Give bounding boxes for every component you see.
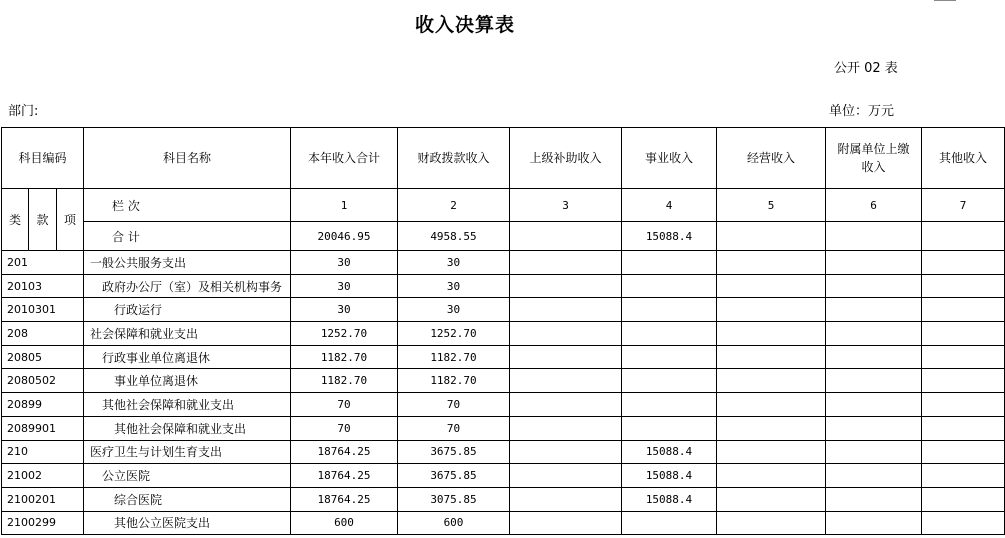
lanci-num: 4 xyxy=(622,189,717,222)
amount-cell: 18764.25 xyxy=(291,464,398,488)
subject-code: 2100201 xyxy=(2,487,84,511)
amount-cell xyxy=(510,464,622,488)
amount-cell xyxy=(922,393,1005,417)
header-code: 科目编码 xyxy=(2,128,84,189)
subject-name: 事业单位离退休 xyxy=(84,369,291,393)
table-row xyxy=(2,464,1005,488)
lanci-num: 5 xyxy=(717,189,826,222)
amount-cell xyxy=(717,487,826,511)
table-row xyxy=(2,487,1005,511)
subject-code: 208 xyxy=(2,322,84,346)
amount-cell xyxy=(826,345,922,369)
amount-cell: 600 xyxy=(291,511,398,535)
lanci-num: 6 xyxy=(826,189,922,222)
amount-cell xyxy=(922,416,1005,440)
lanci-num: 7 xyxy=(922,189,1005,222)
corner-decoration xyxy=(934,0,956,1)
amount-cell xyxy=(717,369,826,393)
amount-cell xyxy=(826,464,922,488)
amount-cell xyxy=(510,251,622,275)
amount-cell xyxy=(717,345,826,369)
amount-cell: 30 xyxy=(291,298,398,322)
amount-cell xyxy=(510,416,622,440)
amount-cell xyxy=(717,393,826,417)
amount-cell xyxy=(826,511,922,535)
subject-code: 201 xyxy=(2,251,84,275)
amount-cell: 15088.4 xyxy=(622,440,717,464)
amount-cell xyxy=(622,511,717,535)
heji-label: 合 计 xyxy=(84,222,291,251)
amount-cell: 30 xyxy=(398,274,510,298)
lanci-num: 2 xyxy=(398,189,510,222)
header-operating: 经营收入 xyxy=(717,128,826,189)
subject-name: 其他社会保障和就业支出 xyxy=(84,416,291,440)
amount-cell xyxy=(510,440,622,464)
amount-cell xyxy=(622,416,717,440)
amount-cell xyxy=(826,440,922,464)
heji-value xyxy=(510,222,622,251)
subject-code: 20805 xyxy=(2,345,84,369)
amount-cell xyxy=(826,416,922,440)
subject-code: 2080502 xyxy=(2,369,84,393)
heji-value xyxy=(922,222,1005,251)
amount-cell xyxy=(922,298,1005,322)
table-row xyxy=(2,345,1005,369)
amount-cell: 18764.25 xyxy=(291,487,398,511)
subject-name: 其他社会保障和就业支出 xyxy=(84,393,291,417)
amount-cell xyxy=(622,345,717,369)
amount-cell: 30 xyxy=(398,298,510,322)
amount-cell xyxy=(717,322,826,346)
header-lei: 类 xyxy=(2,189,29,251)
subject-name: 公立医院 xyxy=(84,464,291,488)
header-business: 事业收入 xyxy=(622,128,717,189)
amount-cell: 1252.70 xyxy=(291,322,398,346)
table-row xyxy=(2,440,1005,464)
amount-cell xyxy=(922,487,1005,511)
subject-code: 20899 xyxy=(2,393,84,417)
header-name: 科目名称 xyxy=(84,128,291,189)
lanci-label: 栏 次 xyxy=(84,189,291,222)
lanci-num: 3 xyxy=(510,189,622,222)
department-label: 部门: xyxy=(8,104,39,119)
header-fiscal: 财政拨款收入 xyxy=(398,128,510,189)
amount-cell: 1252.70 xyxy=(398,322,510,346)
subject-name: 综合医院 xyxy=(84,487,291,511)
amount-cell xyxy=(922,345,1005,369)
amount-cell: 30 xyxy=(291,251,398,275)
amount-cell: 600 xyxy=(398,511,510,535)
amount-cell xyxy=(717,511,826,535)
amount-cell xyxy=(510,322,622,346)
heji-value: 4958.55 xyxy=(398,222,510,251)
amount-cell xyxy=(922,369,1005,393)
header-other: 其他收入 xyxy=(922,128,1005,189)
header-total: 本年收入合计 xyxy=(291,128,398,189)
table-row xyxy=(2,393,1005,417)
table-row xyxy=(2,274,1005,298)
amount-cell: 1182.70 xyxy=(291,369,398,393)
amount-cell: 3675.85 xyxy=(398,464,510,488)
amount-cell: 30 xyxy=(291,274,398,298)
header-superior: 上级补助收入 xyxy=(510,128,622,189)
table-row xyxy=(2,511,1005,535)
header-kuan: 款 xyxy=(29,189,57,251)
table-row xyxy=(2,416,1005,440)
header-affiliated: 附属单位上缴收入 xyxy=(826,128,922,189)
amount-cell xyxy=(717,416,826,440)
amount-cell xyxy=(826,487,922,511)
heji-value xyxy=(717,222,826,251)
amount-cell xyxy=(826,251,922,275)
amount-cell: 15088.4 xyxy=(622,464,717,488)
amount-cell xyxy=(717,464,826,488)
amount-cell xyxy=(826,298,922,322)
income-final-accounts-table xyxy=(1,127,1005,535)
amount-cell xyxy=(826,369,922,393)
amount-cell: 1182.70 xyxy=(291,345,398,369)
amount-cell xyxy=(510,298,622,322)
amount-cell xyxy=(622,393,717,417)
amount-cell xyxy=(717,440,826,464)
page-title: 收入决算表 xyxy=(414,14,515,36)
subject-code: 2010301 xyxy=(2,298,84,322)
amount-cell: 70 xyxy=(291,416,398,440)
amount-cell: 70 xyxy=(398,393,510,417)
subject-code: 20103 xyxy=(2,274,84,298)
amount-cell xyxy=(922,511,1005,535)
amount-cell xyxy=(510,345,622,369)
amount-cell: 70 xyxy=(398,416,510,440)
subject-code: 21002 xyxy=(2,464,84,488)
amount-cell xyxy=(922,322,1005,346)
amount-cell xyxy=(510,274,622,298)
amount-cell xyxy=(922,251,1005,275)
amount-cell: 3675.85 xyxy=(398,440,510,464)
amount-cell xyxy=(826,274,922,298)
subject-name: 医疗卫生与计划生育支出 xyxy=(84,440,291,464)
form-number: 公开 02 表 xyxy=(834,61,898,76)
amount-cell: 70 xyxy=(291,393,398,417)
amount-cell xyxy=(510,487,622,511)
amount-cell xyxy=(922,274,1005,298)
heji-value: 20046.95 xyxy=(291,222,398,251)
amount-cell xyxy=(622,322,717,346)
amount-cell xyxy=(717,251,826,275)
unit-label: 单位：万元 xyxy=(829,104,895,119)
table-row xyxy=(2,298,1005,322)
amount-cell xyxy=(826,322,922,346)
amount-cell xyxy=(510,511,622,535)
amount-cell xyxy=(622,251,717,275)
amount-cell xyxy=(622,274,717,298)
amount-cell xyxy=(922,464,1005,488)
amount-cell xyxy=(717,274,826,298)
amount-cell xyxy=(922,440,1005,464)
subject-code: 2089901 xyxy=(2,416,84,440)
subject-name: 社会保障和就业支出 xyxy=(84,322,291,346)
subject-name: 行政事业单位离退休 xyxy=(84,345,291,369)
table-row xyxy=(2,322,1005,346)
amount-cell: 15088.4 xyxy=(622,487,717,511)
amount-cell: 30 xyxy=(398,251,510,275)
amount-cell xyxy=(826,393,922,417)
subject-code: 2100299 xyxy=(2,511,84,535)
table-row xyxy=(2,251,1005,275)
amount-cell xyxy=(510,369,622,393)
amount-cell: 3075.85 xyxy=(398,487,510,511)
amount-cell xyxy=(622,298,717,322)
total-row xyxy=(2,222,1005,251)
amount-cell: 1182.70 xyxy=(398,369,510,393)
subject-name: 行政运行 xyxy=(84,298,291,322)
subject-name: 政府办公厅（室）及相关机构事务 xyxy=(84,274,291,298)
amount-cell xyxy=(622,369,717,393)
header-xiang: 项 xyxy=(57,189,84,251)
amount-cell xyxy=(510,393,622,417)
heji-value: 15088.4 xyxy=(622,222,717,251)
lanci-num: 1 xyxy=(291,189,398,222)
amount-cell: 18764.25 xyxy=(291,440,398,464)
subject-code: 210 xyxy=(2,440,84,464)
subject-name: 其他公立医院支出 xyxy=(84,511,291,535)
header-row xyxy=(2,128,1005,189)
amount-cell: 1182.70 xyxy=(398,345,510,369)
subject-name: 一般公共服务支出 xyxy=(84,251,291,275)
heji-value xyxy=(826,222,922,251)
amount-cell xyxy=(717,298,826,322)
column-number-row xyxy=(2,189,1005,222)
table-row xyxy=(2,369,1005,393)
